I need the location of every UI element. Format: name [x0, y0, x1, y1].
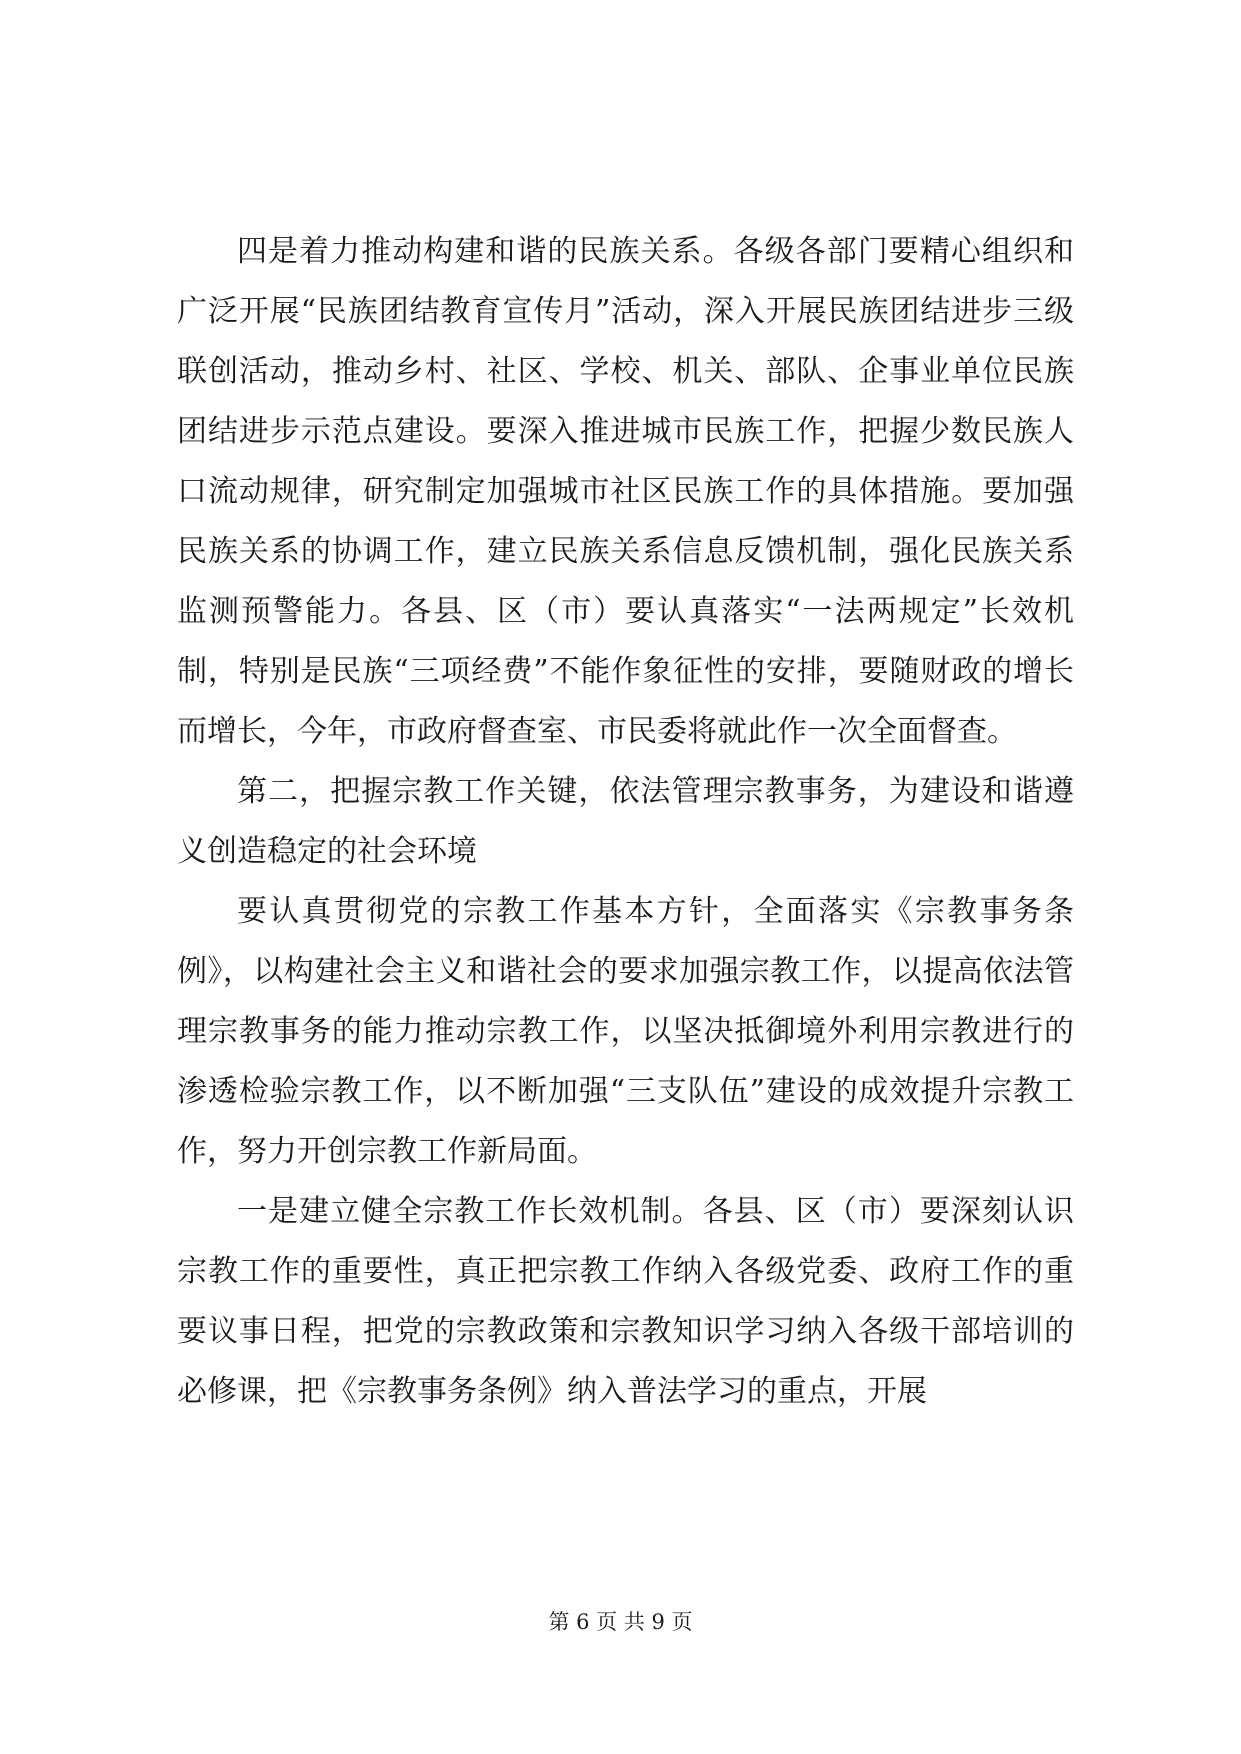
paragraph-religion-policy: 要认真贯彻党的宗教工作基本方针，全面落实《宗教事务条例》，以构建社会主义和谐社会的要求加强宗教工作，以提高依法管理宗教事务的能力推动宗教工作，以坚决抵御境外利用宗教进行的渗透检验宗教工作，以不断加强“三支队伍”建设的成效提升宗教工作，努力开创宗教工作新局面。	[177, 894, 1074, 1169]
section-heading-religion: 第二，把握宗教工作关键，依法管理宗教事务，为建设和谐遵义创造稳定的社会环境	[177, 774, 1074, 869]
document-body	[177, 222, 1074, 1422]
page-number-footer: 第 6 页 共 9 页	[548, 1610, 693, 1634]
paragraph-religion-mechanism: 一是建立健全宗教工作长效机制。各县、区（市）要深刻认识宗教工作的重要性，真正把宗教工作纳入各级党委、政府工作的重要议事日程，把党的宗教政策和宗教知识学习纳入各级干部培训的必修课，把《宗教事务条例》纳入普法学习的重点，开展	[177, 1194, 1074, 1409]
paragraph-ethnic-relations: 四是着力推动构建和谐的民族关系。各级各部门要精心组织和广泛开展“民族团结教育宣传月”活动，深入开展民族团结进步三级联创活动，推动乡村、社区、学校、机关、部队、企事业单位民族团结进步示范点建设。要深入推进城市民族工作，把握少数民族人口流动规律，研究制定加强城市社区民族工作的具体措施。要加强民族关系的协调工作，建立民族关系信息反馈机制，强化民族关系监测预警能力。各县、区（市）要认真落实“一法两规定”长效机制，特别是民族“三项经费”不能作象征性的安排，要随财政的增长而增长，今年，市政府督查室、市民委将就此作一次全面督查。	[177, 234, 1074, 749]
